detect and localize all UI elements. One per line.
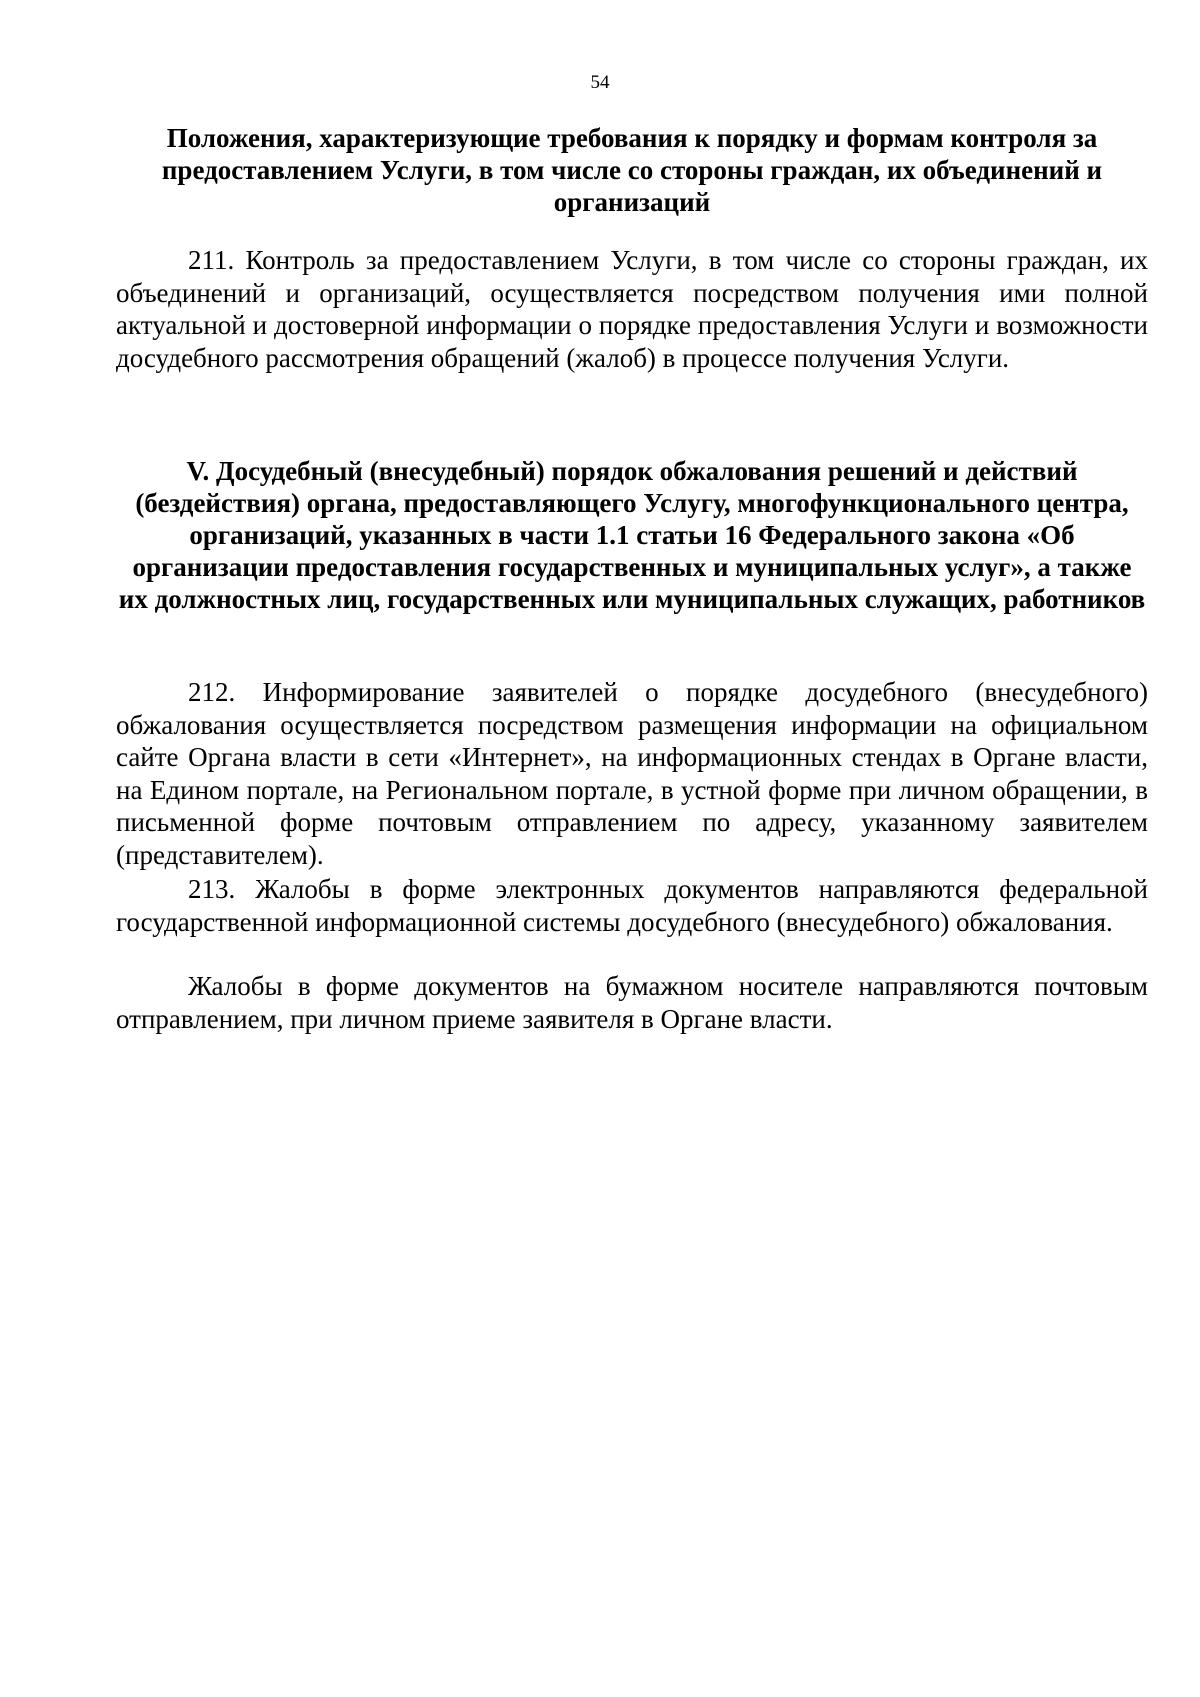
paragraph-212 (116, 676, 1148, 871)
paragraph-number: 212. (188, 677, 236, 707)
paragraph-number: 211. (188, 245, 235, 275)
paragraph-text: Контроль за предоставлением Услуги, в том числе со стороны граждан, их объединений и организаций, осуществляется посредством получения ими полной актуальной и достоверной информации о порядке предоставления Услуги и возможности досудебного рассмотрения обращений (жалоб) в процессе получения Услуги. (116, 245, 1149, 373)
paragraph-213 (116, 873, 1148, 938)
page-number: 54 (590, 72, 610, 93)
paragraph-number: 213. (188, 874, 236, 904)
section-heading-control: Положения, характеризующие требования к порядку и формам контроля за предоставлением Услуги, в том числе со стороны граждан, их объединений и организаций (161, 123, 1103, 217)
section-heading-appeal: V. Досудебный (внесудебный) порядок обжалования решений и действий (бездействия) органа, предоставляющего Услугу, многофункционального центра, организаций, указанных в части 1.1 статьи 16 Федерального закона «Об организации предоставления государственных и муниципальных услуг», а также их должностных лиц, государственных или муниципальных служащих, работников (118, 456, 1146, 614)
paragraph-text: Информирование заявителей о порядке досудебного (внесудебного) обжалования осуществляется посредством размещения информации на официальном сайте Органа власти в сети «Интернет», на информационных стендах в Органе власти, на Едином портале, на Региональном портале, в устной форме при личном обращении, в письменной форме почтовым отправлением по адресу, указанному заявителем (представителем). (116, 677, 1148, 870)
paragraph-211 (116, 244, 1148, 374)
paragraph-213-continuation: Жалобы в форме документов на бумажном носителе направляются почтовым отправлением, при личном приеме заявителя в Органе власти. (116, 971, 1148, 1034)
paragraph-text: Жалобы в форме электронных документов направляются федеральной государственной информационной системы досудебного (внесудебного) обжалования. (116, 874, 1148, 937)
